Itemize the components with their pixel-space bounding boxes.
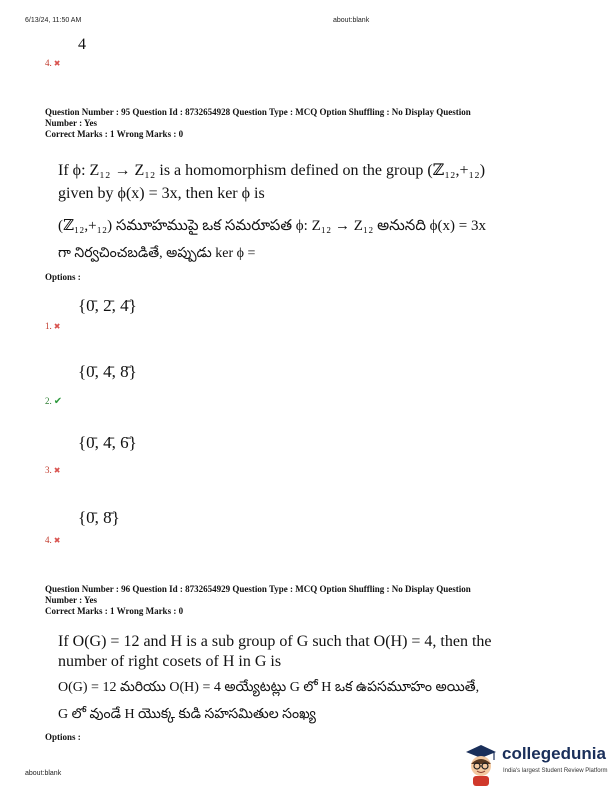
q95-meta-line2: Number : Yes — [45, 118, 97, 128]
wrong-mark-icon: ✖ — [53, 59, 61, 68]
q96-text-te-line1: O(G) = 12 మరియు O(H) = 4 అయ్యేటట్లు G లో H ఒక ఉపసమూహం అయితే, — [58, 680, 480, 695]
q95-option-1-number: 1. ✖ — [45, 321, 61, 331]
q96-meta-line1: Question Number : 96 Question Id : 8732654929 Question Type : MCQ Option Shuffling : No Display Question — [45, 584, 471, 594]
correct-check-icon: ✔ — [53, 396, 63, 407]
q95-meta — [45, 107, 575, 140]
q95-option-1-value: {0̄, 2̄, 4̄} — [78, 296, 137, 315]
wrong-mark-icon: ✖ — [53, 536, 61, 545]
q95-text-te-line2: గా నిర్వచించబడితే, అప్పుడు ker ϕ = — [58, 246, 256, 261]
collegedunia-logo — [462, 740, 612, 790]
q95-option-2-number: 2. ✔ — [45, 396, 63, 407]
wrong-mark-icon: ✖ — [53, 322, 61, 331]
q96-meta — [45, 584, 575, 617]
q95-text-en-line2: given by ϕ(x) = 3x, then ker ϕ is — [58, 185, 265, 202]
q96-meta-line2: Number : Yes — [45, 595, 97, 605]
q95-options-label: Options : — [45, 272, 81, 282]
q95-option-2-value: {0̄, 4̄, 8̄} — [78, 362, 137, 381]
q95-option-3-value: {0̄, 4̄, 6̄} — [78, 433, 137, 452]
q96-text-en-line1: If O(G) = 12 and H is a sub group of G such that O(H) = 4, then the — [58, 633, 492, 650]
q95-option-3-number: 3. ✖ — [45, 465, 61, 475]
brand-tagline: India's largest Student Review Platform — [503, 768, 608, 774]
q95-text-en-line1: If ϕ: Z₁₂ → Z₁₂ is a homomorphism defined on the group (ℤ₁₂,+₁₂) — [58, 162, 486, 179]
print-page-title: about:blank — [333, 17, 370, 24]
q95-marks: Correct Marks : 1 Wrong Marks : 0 — [45, 129, 184, 139]
q96-options-label: Options : — [45, 732, 81, 742]
q95-option-4-number: 4. ✖ — [45, 535, 61, 545]
q96-marks: Correct Marks : 1 Wrong Marks : 0 — [45, 606, 184, 616]
wrong-mark-icon: ✖ — [53, 466, 61, 475]
prev-option-value: 4 — [78, 36, 86, 53]
q95-text-te-line1: (ℤ₁₂,+₁₂) సమూహముపై ఒక సమరూపత ϕ: Z₁₂ → Z₁₂ అనునది ϕ(x) = 3x — [58, 218, 487, 234]
mascot-icon — [462, 742, 500, 788]
brand-name: collegedunia — [502, 744, 606, 763]
prev-option-number: 4. ✖ — [45, 58, 61, 68]
q95-meta-line1: Question Number : 95 Question Id : 8732654928 Question Type : MCQ Option Shuffling : No Display Question — [45, 107, 471, 117]
print-footer-url: about:blank — [25, 770, 62, 777]
q95-option-4-value: {0̄, 8̄} — [78, 508, 120, 527]
print-timestamp: 6/13/24, 11:50 AM — [25, 17, 82, 24]
q96-text-te-line2: G లో వుండే H యొక్క కుడి సహసమితుల సంఖ్య — [58, 707, 316, 722]
q96-text-en-line2: number of right cosets of H in G is — [58, 653, 282, 670]
